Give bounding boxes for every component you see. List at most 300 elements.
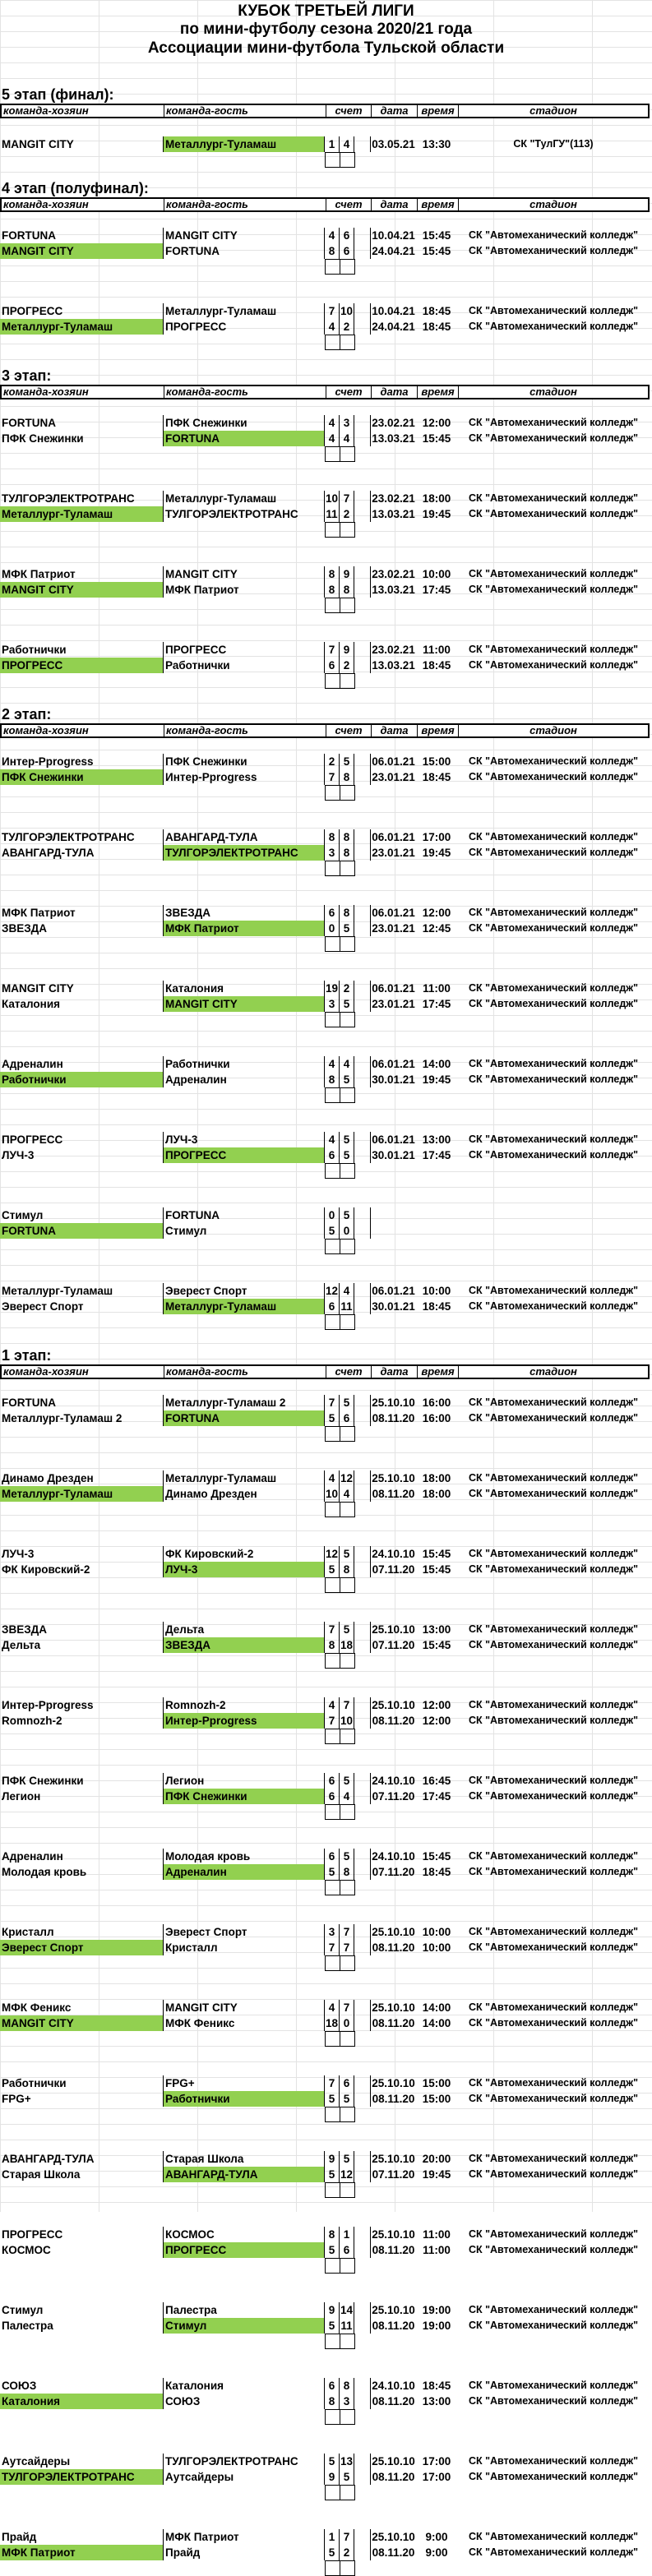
table-row xyxy=(0,2151,650,2167)
cell-home: ПРОГРЕСС xyxy=(2,1133,63,1146)
table-row xyxy=(0,243,650,259)
cell-time: 10:00 xyxy=(422,1285,451,1297)
empty-score-cell xyxy=(340,2560,355,2576)
header-away: команда-гость xyxy=(164,105,326,117)
cell-away: Металлург-Туламаш xyxy=(163,136,325,152)
empty-score-cell xyxy=(325,2409,340,2425)
cell-date: 07.11.20 xyxy=(370,1864,416,1880)
cell-home: МФК Патриот xyxy=(0,2545,163,2560)
cell-home: MANGIT CITY xyxy=(2,982,74,995)
empty-score-cell xyxy=(340,522,355,538)
cell-away: СОЮЗ xyxy=(163,2394,325,2409)
cell-time: 11:00 xyxy=(423,644,451,656)
empty-score-cell xyxy=(325,1653,340,1669)
cell-stad: СК "Автомеханический колледж" xyxy=(468,2471,639,2482)
cell-stad: СК "Автомеханический колледж" xyxy=(468,2320,639,2331)
cell-away: Romnozh-2 xyxy=(163,1697,325,1713)
empty-score-cell xyxy=(340,1426,355,1442)
cell-date: 23.01.21 xyxy=(370,845,416,861)
cell-away: Металлург-Туламаш xyxy=(163,1299,325,1314)
cell-away: ПРОГРЕСС xyxy=(163,2242,325,2258)
cell-home: ЗВЕЗДА xyxy=(2,922,48,935)
cell-time: 18:00 xyxy=(422,1472,451,1484)
cell-time: 12:00 xyxy=(422,907,451,919)
cell-date: 24.04.21 xyxy=(370,243,416,259)
table-row xyxy=(0,2529,650,2545)
cell-home: Адреналин xyxy=(2,1058,63,1070)
cell-s2: 12 xyxy=(340,2168,354,2181)
cell-date: 08.11.20 xyxy=(370,1940,416,1955)
empty-score-cell xyxy=(340,1577,355,1593)
table-row xyxy=(0,2378,650,2394)
cell-s1: 6 xyxy=(325,905,340,921)
table-row xyxy=(0,506,650,522)
table-row xyxy=(0,1697,650,1713)
cell-stad: СК "Автомеханический колледж" xyxy=(468,1715,639,1726)
column-header-row xyxy=(0,104,650,118)
table-row xyxy=(0,582,650,598)
cell-stad: СК "Автомеханический колледж" xyxy=(468,1639,639,1650)
empty-score-cell xyxy=(325,1239,340,1254)
cell-time: 17:00 xyxy=(422,831,451,843)
header-date: дата xyxy=(372,386,418,398)
empty-score-cell xyxy=(325,861,340,876)
cell-s2: 11 xyxy=(340,1299,354,1314)
cell-home: Интер-Pprogress xyxy=(2,1699,94,1711)
header-stadium: стадион xyxy=(529,385,577,398)
cell-stad: СК "Автомеханический колледж" xyxy=(468,2304,639,2315)
cell-time xyxy=(416,1207,457,1223)
empty-score-cell xyxy=(325,1314,340,1330)
cell-date: 23.02.21 xyxy=(370,642,416,658)
cell-s2: 5 xyxy=(340,1622,354,1637)
cell-s2: 8 xyxy=(340,582,354,598)
header-home: команда-хозяин xyxy=(2,725,164,736)
cell-date: 23.02.21 xyxy=(370,415,416,431)
cell-s2: 7 xyxy=(340,1924,354,1940)
empty-score-cell xyxy=(325,936,340,952)
cell-time: 15:45 xyxy=(422,1850,451,1863)
empty-score-cell xyxy=(325,259,340,275)
cell-s1: 7 xyxy=(325,1713,340,1729)
cell-stad: СК "Автомеханический колледж" xyxy=(468,1623,639,1635)
empty-score-cell xyxy=(325,335,340,350)
cell-time: 18:45 xyxy=(422,1300,451,1313)
empty-score-cell xyxy=(340,1955,355,1971)
empty-score-cell xyxy=(340,2107,355,2122)
cell-time: 18:45 xyxy=(422,321,451,333)
cell-away: ТУЛГОРЭЛЕКТРОТРАНС xyxy=(163,506,325,522)
cell-time: 14:00 xyxy=(422,2001,451,2014)
cell-away: МФК Феникс xyxy=(163,2015,325,2031)
cell-stad: СК "Автомеханический колледж" xyxy=(468,922,639,934)
cell-s1: 5 xyxy=(325,2242,340,2258)
cell-s2: 1 xyxy=(340,2227,354,2242)
cell-stad: СК "Автомеханический колледж" xyxy=(468,1850,639,1862)
cell-away: Металлург-Туламаш 2 xyxy=(163,1395,325,1410)
cell-date: 23.01.21 xyxy=(370,996,416,1012)
cell-time: 19:00 xyxy=(422,2320,451,2332)
empty-score-cell xyxy=(325,598,340,613)
cell-s1: 9 xyxy=(325,2302,340,2318)
cell-home: Старая Школа xyxy=(2,2168,81,2181)
cell-s2: 0 xyxy=(340,2015,354,2031)
cell-stad: СК "Автомеханический колледж" xyxy=(468,1472,639,1484)
cell-s2: 5 xyxy=(340,1072,354,1087)
empty-score-cell xyxy=(340,259,355,275)
table-row xyxy=(0,1562,650,1577)
empty-score-cell xyxy=(340,936,355,952)
table-row xyxy=(0,2318,650,2334)
table-row xyxy=(0,996,650,1012)
cell-home: Каталония xyxy=(0,2394,163,2409)
empty-score-cell xyxy=(340,1239,355,1254)
cell-date: 23.02.21 xyxy=(370,566,416,582)
header-home: команда-хозяин xyxy=(2,199,164,210)
cell-date: 07.11.20 xyxy=(370,1562,416,1577)
cell-s1: 8 xyxy=(325,829,340,845)
cell-s2: 6 xyxy=(340,2242,354,2258)
cell-date: 25.10.10 xyxy=(370,1697,416,1713)
header-date: дата xyxy=(372,199,418,210)
cell-away: Работнички xyxy=(163,1056,325,1072)
cell-away: ПФК Снежинки xyxy=(163,754,325,769)
cell-time: 15:45 xyxy=(422,1563,451,1576)
cell-s2: 5 xyxy=(340,921,354,936)
cell-s1: 8 xyxy=(325,2394,340,2409)
cell-date: 30.01.21 xyxy=(370,1147,416,1163)
empty-score-cell xyxy=(325,152,340,168)
cell-s2: 5 xyxy=(340,2151,354,2167)
cell-time: 18:00 xyxy=(422,492,451,505)
cell-date: 25.10.10 xyxy=(370,2227,416,2242)
cell-stad: СК "Автомеханический колледж" xyxy=(468,644,639,655)
cell-stad: СК "Автомеханический колледж" xyxy=(468,771,639,782)
cell-s1: 7 xyxy=(325,2075,340,2091)
cell-home: ЛУЧ-3 xyxy=(2,1548,35,1560)
cell-away: ПФК Снежинки xyxy=(163,1789,325,1804)
table-row xyxy=(0,754,650,769)
cell-home: ТУЛГОРЭЛЕКТРОТРАНС xyxy=(0,2469,163,2485)
cell-s2: 8 xyxy=(340,1562,354,1577)
cell-home: Аутсайдеры xyxy=(2,2455,71,2468)
cell-s2: 10 xyxy=(340,1715,354,1727)
table-row xyxy=(0,1486,650,1502)
cell-s1: 12 xyxy=(325,1285,339,1297)
empty-score-cell xyxy=(325,2334,340,2349)
table-row xyxy=(0,1773,650,1789)
cell-s1: 6 xyxy=(325,1147,340,1163)
cell-stad: СК "Автомеханический колледж" xyxy=(468,432,639,444)
cell-date: 30.01.21 xyxy=(370,1072,416,1087)
cell-time: 16:00 xyxy=(422,1396,451,1409)
cell-s2: 9 xyxy=(340,642,354,658)
cell-home: ТУЛГОРЭЛЕКТРОТРАНС xyxy=(2,492,135,505)
cell-home: Интер-Pprogress xyxy=(2,755,94,768)
table-row xyxy=(0,1132,650,1147)
cell-s1: 4 xyxy=(325,1056,340,1072)
cell-away: Палестра xyxy=(163,2302,325,2318)
cell-stad: СК "Автомеханический колледж" xyxy=(468,492,639,504)
cell-away: Интер-Pprogress xyxy=(163,1713,325,1729)
cell-away: FORTUNA xyxy=(163,431,325,446)
cell-stad: СК "Автомеханический колледж" xyxy=(468,1699,639,1710)
cell-date: 08.11.20 xyxy=(370,2545,416,2560)
cell-date: 23.01.21 xyxy=(370,769,416,785)
cell-home: Кристалл xyxy=(2,1926,54,1938)
cell-s1: 4 xyxy=(325,1470,340,1486)
cell-away: Стимул xyxy=(163,1223,325,1239)
cell-stad: СК "Автомеханический колледж" xyxy=(468,1073,639,1085)
empty-score-cell xyxy=(325,1012,340,1027)
cell-time: 20:00 xyxy=(422,2153,451,2165)
cell-s2: 7 xyxy=(340,2000,354,2015)
cell-s2: 8 xyxy=(340,769,354,785)
cell-s2: 7 xyxy=(340,2529,354,2545)
cell-date: 06.01.21 xyxy=(370,754,416,769)
cell-date: 24.10.10 xyxy=(370,1773,416,1789)
cell-home: Молодая кровь xyxy=(2,1866,87,1878)
cell-stad: СК "Автомеханический колледж" xyxy=(468,831,639,843)
cell-away: ПРОГРЕСС xyxy=(163,319,325,335)
cell-away: ПРОГРЕСС xyxy=(163,1147,325,1163)
cell-time: 12:00 xyxy=(422,1699,451,1711)
cell-s1: 5 xyxy=(325,1562,340,1577)
header-date: дата xyxy=(372,725,418,736)
cell-stad: СК "Автомеханический колледж" xyxy=(468,847,639,858)
cell-away: Адреналин xyxy=(163,1864,325,1880)
table-row xyxy=(0,921,650,936)
title-line-2: по мини-футболу сезона 2020/21 года xyxy=(179,21,473,38)
cell-away: МФК Патриот xyxy=(163,582,325,598)
cell-s2: 7 xyxy=(340,1697,354,1713)
table-row xyxy=(0,1207,650,1223)
stage-title: 1 этап: xyxy=(2,1347,52,1364)
cell-time: 10:00 xyxy=(422,1941,451,1954)
cell-away: Металлург-Туламаш xyxy=(163,303,325,319)
cell-away: ТУЛГОРЭЛЕКТРОТРАНС xyxy=(163,2454,325,2469)
cell-s1: 7 xyxy=(325,303,340,319)
empty-score-cell xyxy=(325,2258,340,2274)
cell-home: МФК Патриот xyxy=(2,907,76,919)
empty-score-cell xyxy=(340,785,355,801)
cell-stad: СК "Автомеханический колледж" xyxy=(468,584,639,595)
cell-stad xyxy=(457,1223,650,1239)
empty-score-cell xyxy=(325,1804,340,1820)
empty-score-cell xyxy=(325,2485,340,2500)
column-header-row xyxy=(0,1364,650,1379)
cell-stad: СК "Автомеханический колледж" xyxy=(468,1775,639,1786)
cell-s2: 6 xyxy=(340,1410,354,1426)
cell-date: 25.10.10 xyxy=(370,1395,416,1410)
cell-away: Динамо Дрезден xyxy=(163,1486,325,1502)
cell-s1: 1 xyxy=(325,2529,340,2545)
cell-date: 24.04.21 xyxy=(370,319,416,335)
cell-s1: 4 xyxy=(325,228,340,243)
cell-away: Металлург-Туламаш xyxy=(163,491,325,506)
cell-date: 13.03.21 xyxy=(370,506,416,522)
cell-s2: 8 xyxy=(340,1864,354,1880)
cell-away: Адреналин xyxy=(163,1072,325,1087)
cell-s1: 4 xyxy=(325,1132,340,1147)
cell-s2: 6 xyxy=(340,2075,354,2091)
header-time: время xyxy=(418,105,459,117)
cell-home: Работнички xyxy=(2,2077,67,2089)
cell-s1: 7 xyxy=(325,642,340,658)
cell-s1: 8 xyxy=(325,243,340,259)
cell-away: Молодая кровь xyxy=(163,1849,325,1864)
cell-home: Динамо Дрезден xyxy=(2,1472,94,1484)
table-row xyxy=(0,1789,650,1804)
table-row xyxy=(0,658,650,673)
table-row xyxy=(0,1395,650,1410)
cell-away: FPG+ xyxy=(163,2075,325,2091)
cell-time: 18:00 xyxy=(422,1488,451,1500)
cell-s1: 10 xyxy=(325,1488,339,1500)
cell-s2: 12 xyxy=(340,1472,354,1484)
cell-time: 14:00 xyxy=(422,2017,451,2029)
cell-s2: 18 xyxy=(340,1639,354,1651)
empty-score-cell xyxy=(325,522,340,538)
cell-date: 06.01.21 xyxy=(370,1283,416,1299)
cell-s1: 5 xyxy=(325,2454,340,2469)
cell-time: 17:45 xyxy=(422,998,451,1010)
cell-stad: СК "Автомеханический колледж" xyxy=(468,1058,639,1069)
header-time: время xyxy=(418,725,459,736)
cell-time: 17:45 xyxy=(422,584,451,596)
cell-home: Палестра xyxy=(2,2320,53,2332)
cell-s1: 6 xyxy=(325,1849,340,1864)
cell-home: Romnozh-2 xyxy=(2,1715,62,1727)
cell-away: Легион xyxy=(163,1773,325,1789)
empty-score-cell xyxy=(340,1163,355,1179)
cell-date: 06.01.21 xyxy=(370,981,416,996)
table-row xyxy=(0,642,650,658)
cell-stad: СК "Автомеханический колледж" xyxy=(468,1149,639,1161)
cell-date: 13.03.21 xyxy=(370,431,416,446)
header-score: счет xyxy=(326,386,372,398)
cell-s2: 5 xyxy=(340,996,354,1012)
header-date: дата xyxy=(372,105,418,117)
cell-s2: 6 xyxy=(340,228,354,243)
cell-s2: 8 xyxy=(340,845,354,861)
cell-date: 13.03.21 xyxy=(370,658,416,673)
cell-date: 08.11.20 xyxy=(370,2015,416,2031)
cell-time: 12:00 xyxy=(422,1715,451,1727)
cell-stad: СК "Автомеханический колледж" xyxy=(468,1285,639,1296)
cell-s2: 7 xyxy=(340,491,354,506)
cell-date: 23.02.21 xyxy=(370,491,416,506)
cell-date: 08.11.20 xyxy=(370,2394,416,2409)
header-away: команда-гость xyxy=(164,386,326,398)
cell-s1: 9 xyxy=(325,2469,340,2485)
cell-s1: 4 xyxy=(325,2000,340,2015)
cell-s2: 5 xyxy=(340,2469,354,2485)
cell-time: 12:45 xyxy=(422,922,451,935)
cell-date: 10.04.21 xyxy=(370,303,416,319)
cell-home: Металлург-Туламаш xyxy=(2,1285,113,1297)
cell-home: FORTUNA xyxy=(2,417,56,429)
cell-s1: 1 xyxy=(325,136,340,152)
cell-s2: 3 xyxy=(340,415,354,431)
cell-stad: СК "Автомеханический колледж" xyxy=(468,245,639,256)
cell-stad: СК "Автомеханический колледж" xyxy=(468,321,639,332)
cell-date: 24.10.10 xyxy=(370,1849,416,1864)
cell-home: ПРОГРЕСС xyxy=(2,2228,63,2241)
empty-score-cell xyxy=(325,1163,340,1179)
cell-s2: 5 xyxy=(340,2091,354,2107)
header-home: команда-хозяин xyxy=(2,386,164,398)
cell-home: ПРОГРЕСС xyxy=(0,658,163,673)
cell-stad: СК "Автомеханический колледж" xyxy=(468,1548,639,1559)
stage-title: 4 этап (полуфинал): xyxy=(2,180,149,196)
cell-date: 24.10.10 xyxy=(370,1546,416,1562)
header-stadium: стадион xyxy=(529,1365,577,1378)
empty-score-cell xyxy=(325,785,340,801)
cell-away: КОСМОС xyxy=(163,2227,325,2242)
cell-s2: 8 xyxy=(340,2378,354,2394)
table-row xyxy=(0,2000,650,2015)
cell-away: ЛУЧ-3 xyxy=(163,1132,325,1147)
empty-score-cell xyxy=(340,2182,355,2198)
cell-date: 24.10.10 xyxy=(370,2378,416,2394)
stage-title: 2 этап: xyxy=(2,706,52,722)
cell-s2: 6 xyxy=(340,243,354,259)
cell-s2: 2 xyxy=(340,319,354,335)
cell-away: Каталония xyxy=(163,981,325,996)
header-time: время xyxy=(418,1366,459,1378)
cell-home: ЛУЧ-3 xyxy=(2,1149,35,1161)
cell-s1: 4 xyxy=(325,431,340,446)
table-row xyxy=(0,1410,650,1426)
cell-s1: 10 xyxy=(325,492,339,505)
cell-time: 12:00 xyxy=(422,417,451,429)
cell-date: 25.10.10 xyxy=(370,2075,416,2091)
cell-away: ЛУЧ-3 xyxy=(163,1562,325,1577)
cell-home: Прайд xyxy=(2,2531,37,2543)
cell-stad: СК "Автомеханический колледж" xyxy=(468,1488,639,1499)
empty-score-cell xyxy=(340,2334,355,2349)
cell-stad: СК "Автомеханический колледж" xyxy=(468,1412,639,1424)
header-date: дата xyxy=(372,1366,418,1378)
cell-time: 18:45 xyxy=(422,305,451,317)
cell-date: 08.11.20 xyxy=(370,2469,416,2485)
cell-date: 06.01.21 xyxy=(370,1056,416,1072)
empty-score-cell xyxy=(340,861,355,876)
empty-score-cell xyxy=(340,2258,355,2274)
cell-s1: 6 xyxy=(325,2378,340,2394)
cell-stad: СК "Автомеханический колледж" xyxy=(468,1866,639,1877)
stage-title: 3 этап: xyxy=(2,367,52,384)
cell-time: 18:45 xyxy=(422,2380,451,2392)
cell-s1: 6 xyxy=(325,1299,340,1314)
cell-s2: 10 xyxy=(340,305,354,317)
cell-s1: 18 xyxy=(325,2017,339,2029)
cell-time: 19:45 xyxy=(422,847,451,859)
cell-home: FPG+ xyxy=(2,2093,31,2105)
cell-stad: СК "Автомеханический колледж" xyxy=(468,2546,639,2558)
cell-stad: СК "Автомеханический колледж" xyxy=(468,1563,639,1575)
cell-s1: 6 xyxy=(325,1789,340,1804)
cell-away: MANGIT CITY xyxy=(163,566,325,582)
empty-score-cell xyxy=(325,1577,340,1593)
cell-home: СОЮЗ xyxy=(2,2380,37,2392)
cell-away: MANGIT CITY xyxy=(163,996,325,1012)
cell-s2: 4 xyxy=(340,136,354,152)
table-row xyxy=(0,2075,650,2091)
cell-time: 15:00 xyxy=(422,2077,451,2089)
cell-home: MANGIT CITY xyxy=(0,243,163,259)
